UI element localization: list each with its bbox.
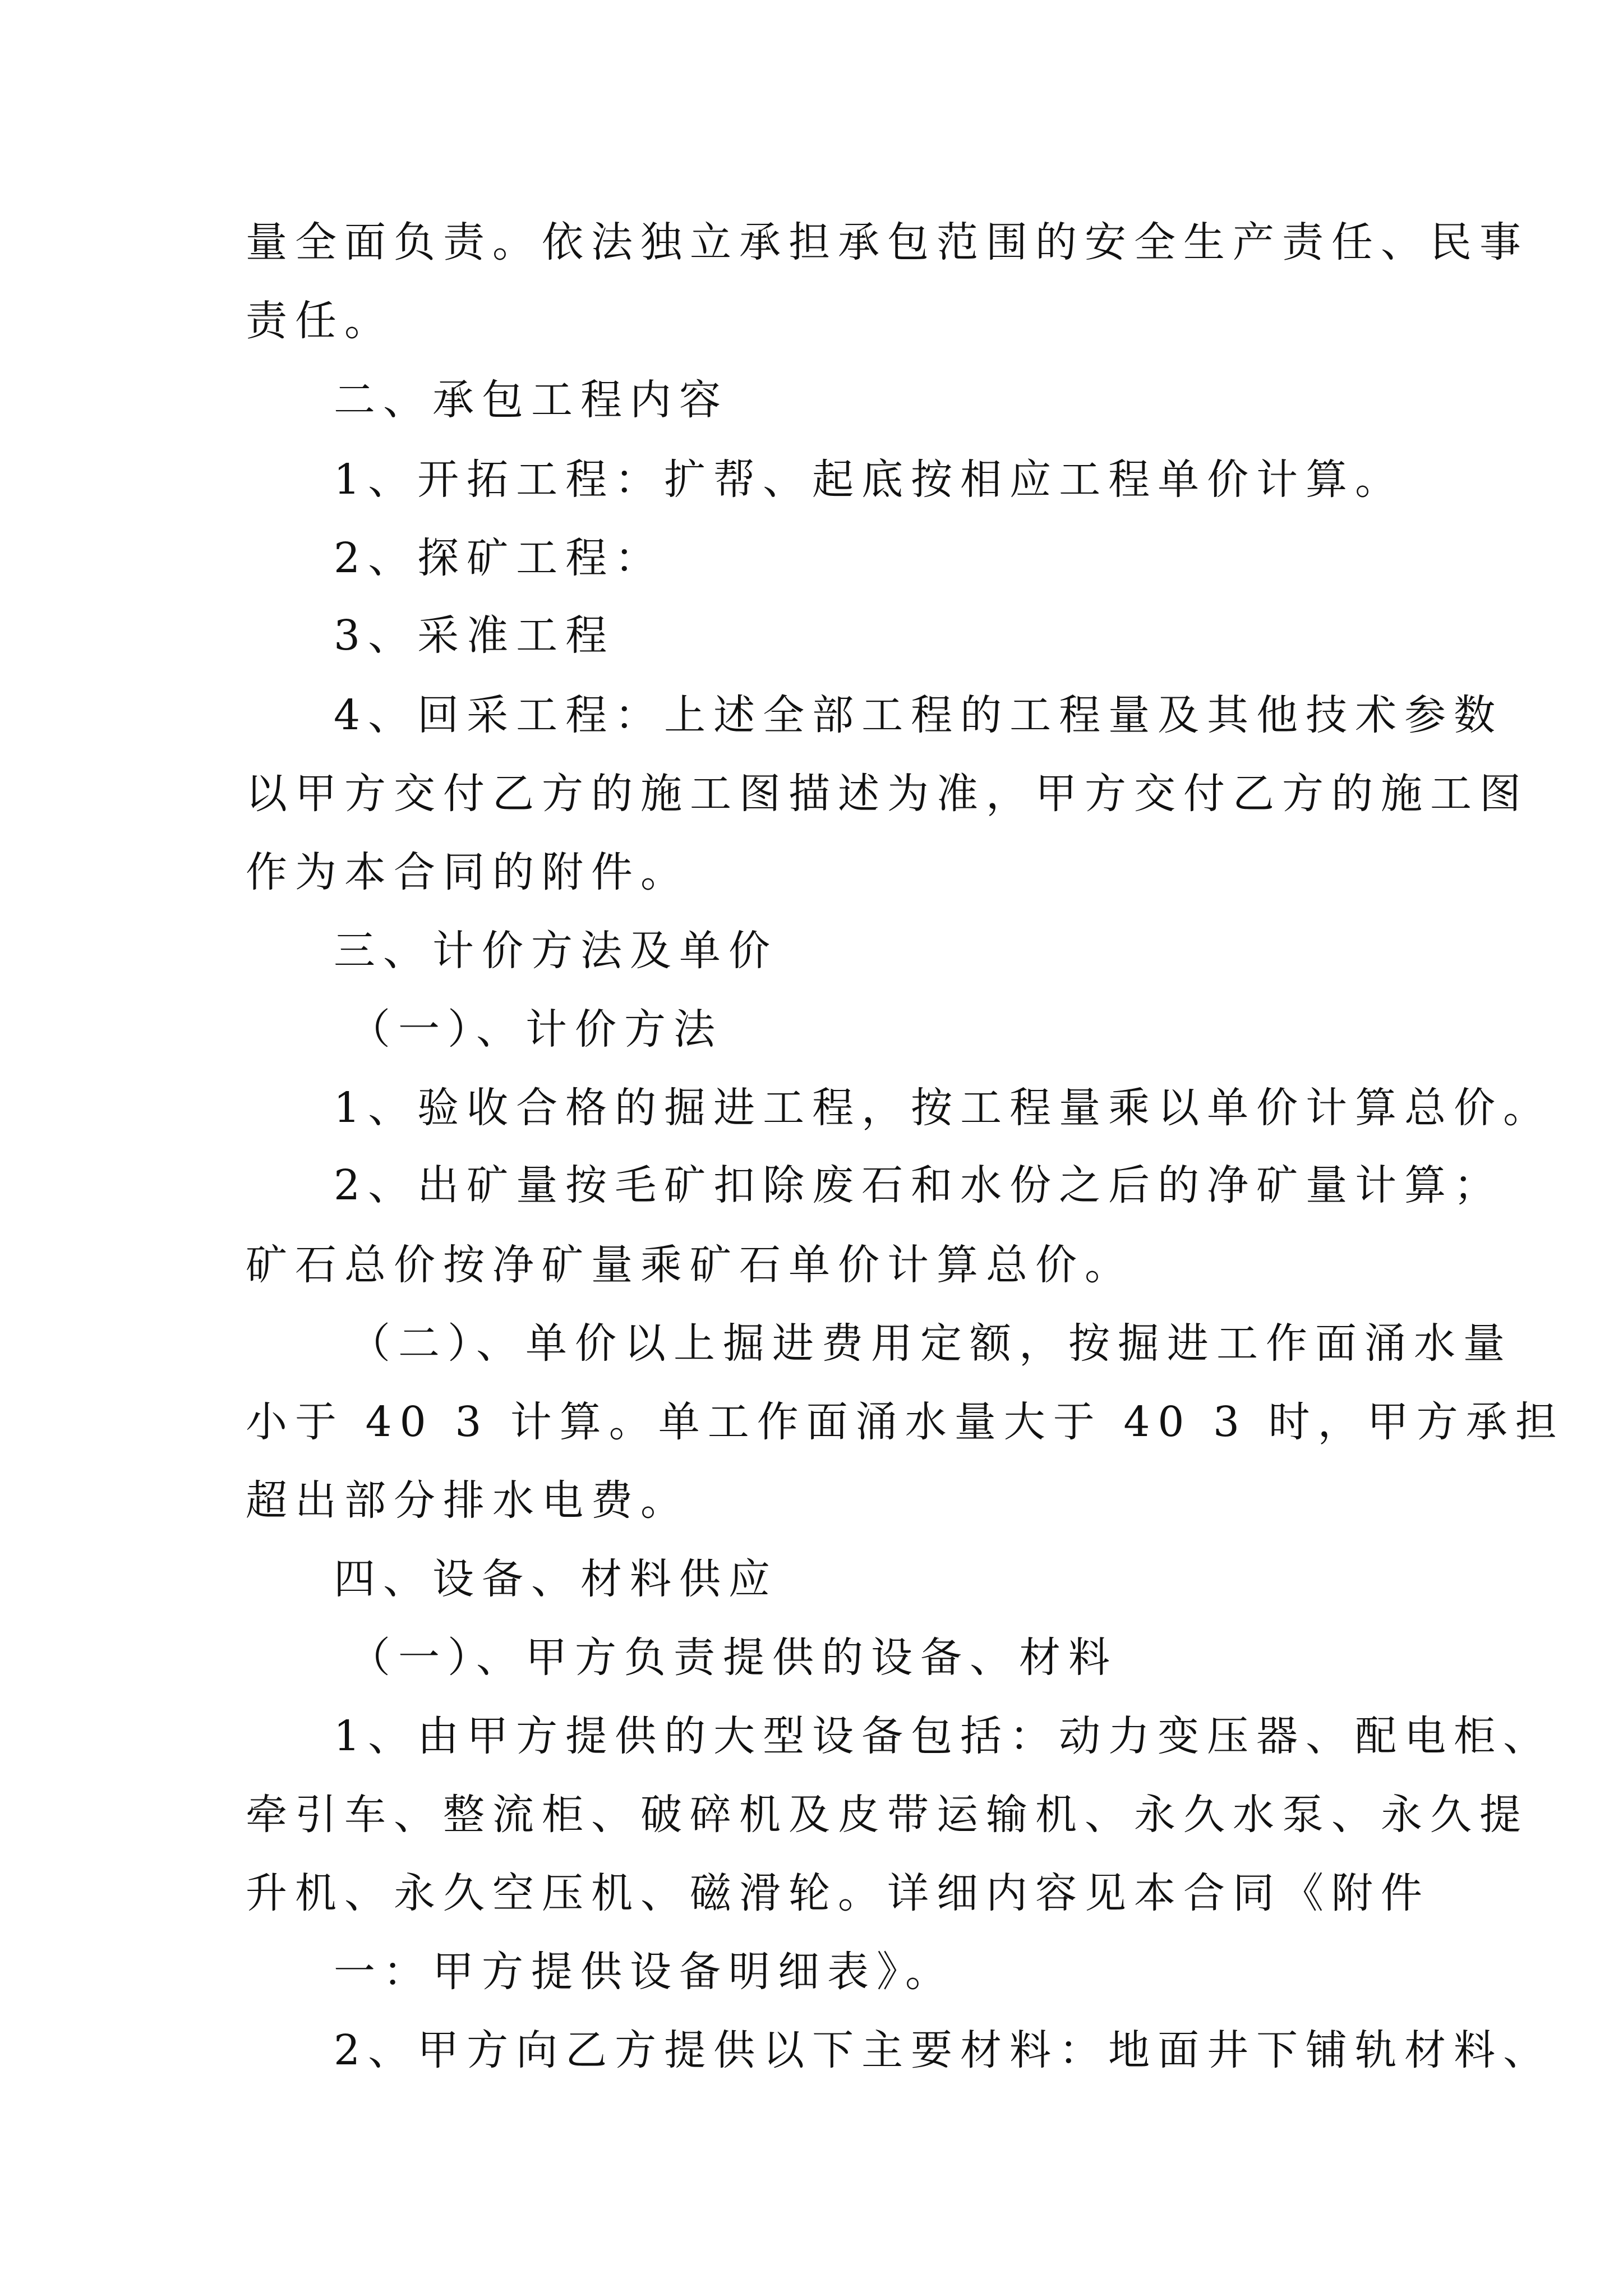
- text-line: 小于 40 3 计算。单工作面涌水量大于 40 3 时，甲方承担: [246, 1398, 1565, 1446]
- text-line: 矿石总价按净矿量乘矿石单价计算总价。: [246, 1241, 1134, 1289]
- text-line: 1、验收合格的掘进工程，按工程量乘以单价计算总价。: [334, 1084, 1553, 1132]
- section-heading: 三、计价方法及单价: [334, 927, 778, 975]
- text-line: 量全面负责。依法独立承担承包范围的安全生产责任、民事: [246, 218, 1529, 266]
- text-line: 责任。: [246, 297, 394, 345]
- subsection-heading: （一）、计价方法: [349, 1005, 723, 1053]
- text-line: 超出部分排水电费。: [246, 1476, 690, 1525]
- text-line: 1、由甲方提供的大型设备包括：动力变压器、配电柜、: [334, 1712, 1553, 1760]
- text-line: 升机、永久空压机、磁滑轮。详细内容见本合同《附件: [246, 1869, 1430, 1917]
- text-line: 2、甲方向乙方提供以下主要材料：地面井下铺轨材料、: [334, 2026, 1553, 2074]
- text-line: 作为本合同的附件。: [246, 848, 690, 896]
- text-line: 4、回采工程：上述全部工程的工程量及其他技术参数: [334, 691, 1504, 739]
- text-line: 2、探矿工程：: [334, 534, 665, 582]
- section-heading: 四、设备、材料供应: [334, 1555, 778, 1603]
- text-line: 3、采准工程: [334, 611, 615, 660]
- text-line: 2、出矿量按毛矿扣除废石和水份之后的净矿量计算；: [334, 1161, 1504, 1209]
- text-line: 1、开拓工程：扩帮、起底按相应工程单价计算。: [334, 455, 1405, 504]
- text-line: 牵引车、整流柜、破碎机及皮带运输机、永久水泵、永久提: [246, 1791, 1529, 1839]
- text-line: （二）、单价以上掘进费用定额，按掘进工作面涌水量: [349, 1319, 1513, 1368]
- subsection-heading: （一）、甲方负责提供的设备、材料: [349, 1634, 1118, 1682]
- text-line: 以甲方交付乙方的施工图描述为准，甲方交付乙方的施工图: [246, 770, 1529, 818]
- text-line: 一：甲方提供设备明细表》。: [334, 1948, 955, 1996]
- section-heading: 二、承包工程内容: [334, 376, 728, 424]
